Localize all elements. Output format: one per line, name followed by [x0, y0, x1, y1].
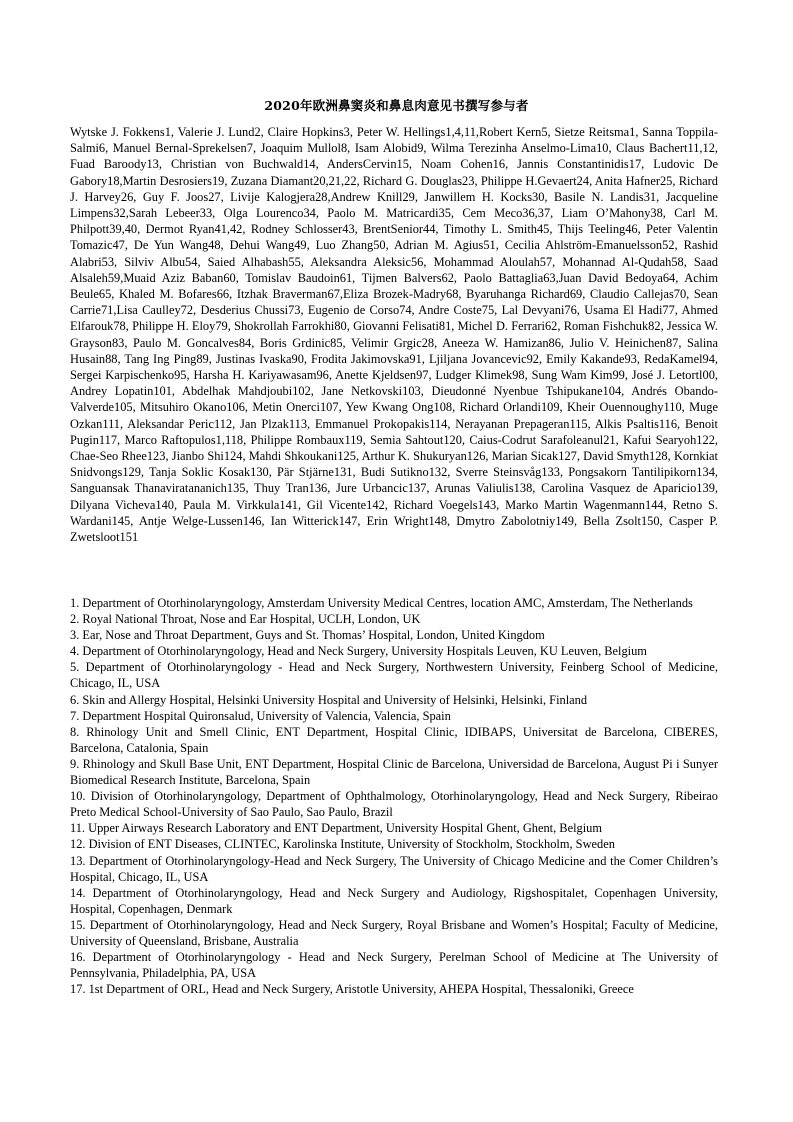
affiliation-item: 3. Ear, Nose and Throat Department, Guys and St. Thomas’ Hospital, London, United Kingdom	[70, 628, 545, 643]
affiliation-item: 11. Upper Airways Research Laboratory and ENT Department, University Hospital Ghent, Ghent, Belgium	[70, 821, 602, 836]
affiliation-item: 13. Department of Otorhinolaryngology-Head and Neck Surgery, The University of Chicago Medicine and the Comer Children’s Hospital, Chicago, IL, USA	[70, 853, 718, 884]
affiliation-item: 14. Department of Otorhinolaryngology, Head and Neck Surgery and Audiology, Rigshospitalet, Copenhagen University, Hospital, Copenhagen, Denmark	[70, 885, 718, 916]
affiliation-item: 16. Department of Otorhinolaryngology - Head and Neck Surgery, Perelman School of Medicine at The University of Pennsylvania, Philadelphia, PA, USA	[70, 950, 718, 981]
affiliation-item: 2. Royal National Throat, Nose and Ear Hospital, UCLH, London, UK	[70, 612, 421, 627]
affiliation-item: 5. Department of Otorhinolaryngology - Head and Neck Surgery, Northwestern University, Feinberg School of Medicine, Chicago, IL, USA	[70, 660, 718, 691]
affiliation-item: 1. Department of Otorhinolaryngology, Amsterdam University Medical Centres, location AMC, Amsterdam, The Netherlands	[70, 596, 693, 610]
affiliation-item: 17. 1st Department of ORL, Head and Neck Surgery, Aristotle University, AHEPA Hospital, Thessaloniki, Greece	[70, 982, 634, 997]
affiliation-item: 7. Department Hospital Quironsalud, University of Valencia, Valencia, Spain	[70, 708, 451, 723]
affiliation-item: 15. Department of Otorhinolaryngology, Head and Neck Surgery, Royal Brisbane and Women’s Hospital; Faculty of Medicine, University of Queensland, Brisbane, Australia	[70, 917, 718, 948]
affiliation-item: 12. Division of ENT Diseases, CLINTEC, Karolinska Institute, University of Stockholm, Stockholm, Sweden	[70, 837, 615, 852]
document-title: 2020年欧洲鼻窦炎和鼻息肉意见书撰写参与者	[264, 98, 529, 113]
affiliation-item: 6. Skin and Allergy Hospital, Helsinki University Hospital and University of Helsinki, Helsinki, Finland	[70, 692, 588, 707]
affiliation-item: 4. Department of Otorhinolaryngology, Head and Neck Surgery, University Hospitals Leuven, KU Leuven, Belgium	[70, 644, 647, 659]
author-list: Wytske J. Fokkens1, Valerie J. Lund2, Claire Hopkins3, Peter W. Hellings1,4,11,Robert Kern5, Sietze Reitsma1, Sanna Toppila-Salmi6, Manuel Bernal-Sprekelsen7, Joaquim Mullol8, Isam Alobid9, Wilma Terezinha Anselmo-Lima10, Claus Bachert11,12, Fuad Baroody13, Christian von Buchwald14, AndersCervin15, Noam Cohen16, Jannis Constantinidis17, Ludovic De Gabory18,Martin Desrosiers19, Zuzana Diamant20,21,22, Richard G. Douglas23, Philippe H.Gevaert24, Anita Hafner25, Richard J. Harvey26, Guy F. Joos27, Livije Kalogjera28,Andrew Knill29, Janwillem H. Kocks30, Basile N. Landis31, Jacqueline Limpens32,Sarah Lebeer33, Olga Lourenco34, Paolo M. Matricardi35, Cem Meco36,37, Liam O’Mahony38, Carl M. Philpott39,40, Dermot Ryan41,42, Rodney Schlosser43, BrentSenior44, Timothy L. Smith45, Thijs Teeling46, Peter Valentin Tomazic47, De Yun Wang48, Dehui Wang49, Luo Zhang50, Adrian M. Agius51, Cecilia Ahlström-Emanuelsson52, Rashid Alabri53, Silviv Albu54, Saied Alhabash55, Aleksandra Aleksic56, Mohammad Aloulah57, Mohannad Al-Qudah58, Saad Alsaleh59,Muaid Aziz Baban60, Tomislav Baudoin61, Tijmen Balvers62, Paolo Battaglia63,Juan David Bedoya64, Achim Beule65, Khaled M. Bofares66, Itzhak Braverman67,Eliza Brozek-Madry68, Byaruhanga Richard69, Claudio Callejas70, Sean Carrie71,Lisa Caulley72, Desderius Chussi73, Eugenio de Corso74, Andre Coste75, Lal Devyani76, Usama El Hadi77, Ahmed Elfarouk78, Philippe H. Eloy79, Shokrollah Farrokhi80, Giovanni Felisati81, Michel D. Ferrari62, Roman Fishchuk82, Jessica W. Grayson83, Paulo M. Goncalves84, Boris Grdinic85, Velimir Grgic28, Aneeza W. Hamizan86, Julio V. Heinichen87, Salina Husain88, Tang Ing Ping89, Justinas Ivaska90, Frodita Jakimovska91, Ljiljana Jovancevic92, Emily Kakande93, RedaKamel94, Sergei Karpischenko95, Harsha H. Kariyawasam96, Anette Kjeldsen97, Ludger Klimek98, Sung Wam Kim99, José J. Letortl00, Andrey Lopatin101, Abdelhak Mahdjoubi102, Jane Netkovski103, Dieudonné Nyenbue Tshipukane104, Andrés Obando-Valverde105, Mitsuhiro Okano106, Metin Onerci107, Yew Kwang Ong108, Richard Orlandi109, Kheir Ouennoughy110, Muge Ozkan111, Aleksandar Peric112, Jan Plzak113, Emmanuel Prokopakis114, Nerayanan Prepageran115, Alkis Psaltis116, Benoit Pugin117, Marco Raftopulos1,118, Philippe Rombaux119, Semia Sahtout120, Caius-Codrut Sarafoleanul21, Kafui Searyoh122, Chae-Seo Rhee123, Jianbo Shi124, Mahdi Shkoukani125, Arthur K. Shukuryan126, Marian Sicak127, David Smyth128, Kornkiat Snidvongs129, Tanja Soklic Kosak130, Pär Stjärne131, Budi Sutikno132, Sverre Steinsvåg133, Pongsakorn Tantilipikorn134, Sanguansak Thanaviratananich135, Thuy Tran136, Jure Urbancic137, Arunas Valiulis138, Carolina Vasquez de Aparicio139, Dilyana Vicheva140, Paula M. Virkkula141, Gil Vicente142, Richard Voegels143, Marko Martin Wagenmann144, Retno S. Wardani145, Antje Welge-Lussen146, Ian Witterick147, Erin Wright148, Dmytro Zabolotniy149, Bella Zsolt150, Casper P. Zwetsloot151	[70, 125, 718, 545]
affiliation-list	[70, 595, 718, 997]
affiliation-item: 8. Rhinology Unit and Smell Clinic, ENT Department, Hospital Clinic, IDIBAPS, Universitat de Barcelona, CIBERES, Barcelona, Catalonia, Spain	[70, 724, 718, 755]
affiliation-item: 10. Division of Otorhinolaryngology, Department of Ophthalmology, Otorhinolaryngology, Head and Neck Surgery, Ribeirao Preto Medical School-University of Sao Paulo, Sao Paulo, Brazil	[70, 789, 718, 820]
affiliation-item: 9. Rhinology and Skull Base Unit, ENT Department, Hospital Clinic de Barcelona, Universidad de Barcelona, August Pi i Sunyer Biomedical Research Institute, Barcelona, Spain	[70, 756, 718, 788]
